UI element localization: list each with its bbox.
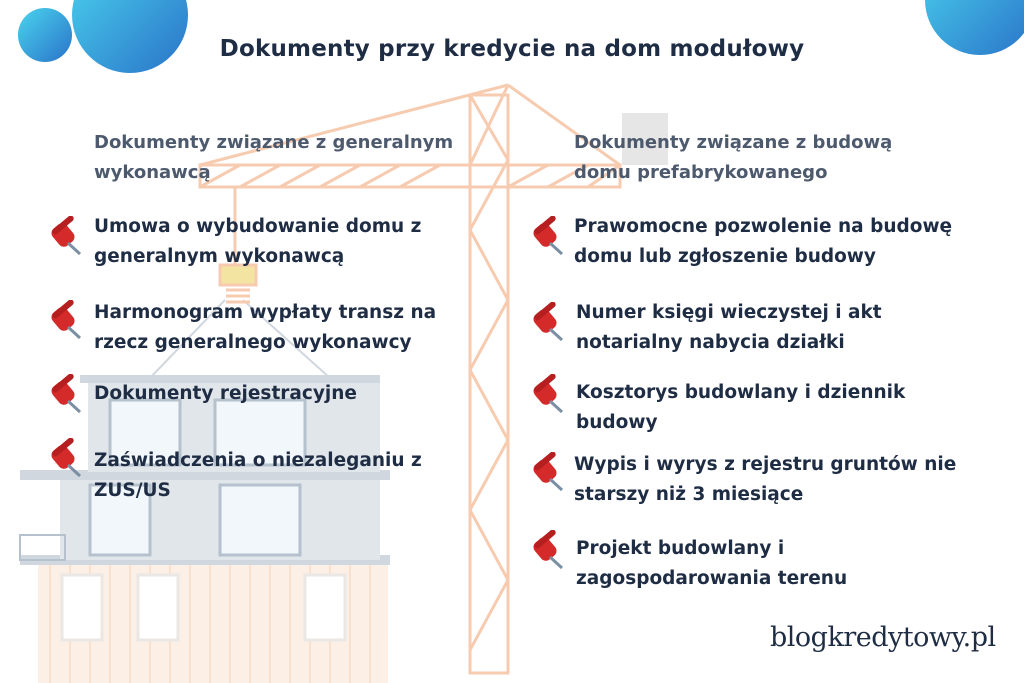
page-title: Dokumenty przy kredycie na dom modułowy — [219, 36, 805, 62]
list-item — [576, 534, 847, 594]
list-item-line: Kosztorys budowlany i dziennik — [576, 382, 906, 403]
pushpin-icon — [526, 302, 566, 342]
list-item-line: Numer księgi wieczystej i akt — [576, 302, 882, 323]
list-item — [94, 446, 422, 506]
right-column-heading — [574, 128, 892, 188]
list-item-line: Dokumenty rejestracyjne — [94, 383, 357, 404]
list-item-line: Umowa o wybudowanie domu z — [94, 216, 422, 237]
left-heading-line: Dokumenty związane z generalnym — [94, 132, 454, 153]
right-heading-line: domu prefabrykowanego — [574, 162, 828, 183]
pushpin-icon — [526, 452, 566, 492]
pushpin-icon — [44, 300, 84, 340]
list-item-line: generalnym wykonawcą — [94, 246, 345, 267]
right-heading-line: Dokumenty związane z budową — [574, 132, 893, 153]
list-item-line: Zaświadczenia o niezaleganiu z — [94, 450, 422, 471]
list-item — [576, 298, 882, 358]
list-item-line: Prawomocne pozwolenie na budowę — [574, 216, 953, 237]
list-item-line: ZUS/US — [94, 480, 171, 501]
pushpin-icon — [44, 438, 84, 478]
list-item-line: budowy — [576, 412, 658, 433]
left-column-heading — [94, 128, 453, 188]
list-item-line: zagospodarowania terenu — [576, 568, 848, 589]
list-item — [94, 298, 436, 358]
pushpin-icon — [44, 216, 84, 256]
pushpin-icon — [44, 374, 84, 414]
list-item-line: domu lub zgłoszenie budowy — [574, 246, 876, 267]
pushpin-icon — [526, 216, 566, 256]
left-heading-line: wykonawcą — [94, 162, 211, 183]
list-item-line: Projekt budowlany i — [576, 538, 785, 559]
list-item — [574, 212, 952, 272]
list-item — [576, 378, 905, 438]
list-item-line: Harmonogram wypłaty transz na — [94, 302, 437, 323]
brand-logo: blogkredytowy.pl — [770, 622, 996, 653]
list-item-line: notarialny nabycia działki — [576, 332, 845, 353]
list-item — [574, 450, 956, 510]
pushpin-icon — [526, 374, 566, 414]
list-item-line: starszy niż 3 miesiące — [574, 484, 804, 505]
list-item-line: rzecz generalnego wykonawcy — [94, 332, 412, 353]
list-item — [94, 212, 421, 272]
pushpin-icon — [526, 530, 566, 570]
list-item-line: Wypis i wyrys z rejestru gruntów nie — [574, 454, 957, 475]
list-item — [94, 379, 357, 409]
